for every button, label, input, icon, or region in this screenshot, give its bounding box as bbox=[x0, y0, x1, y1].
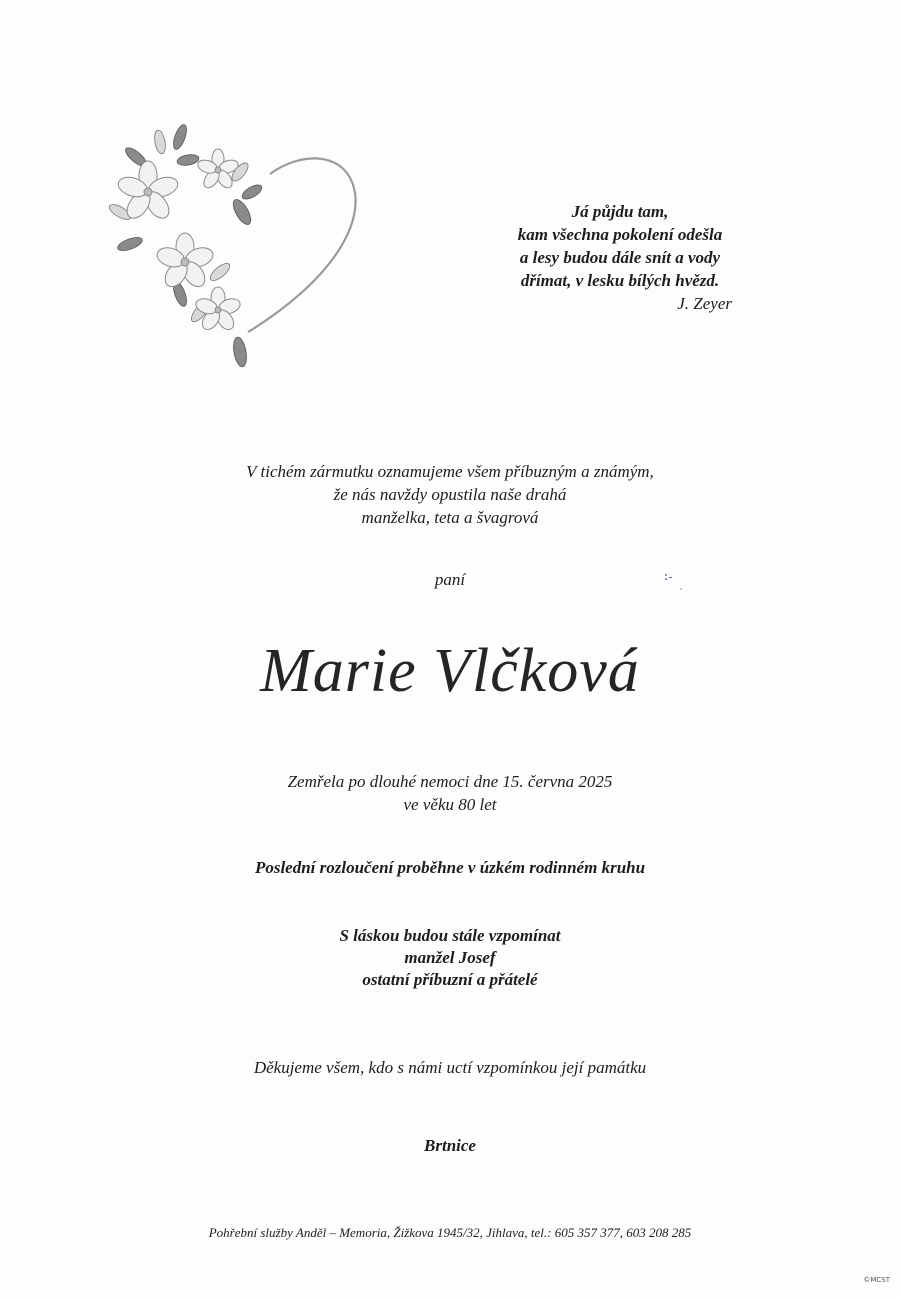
intro-line: že nás navždy opustila naše drahá bbox=[333, 485, 567, 504]
death-line: Zemřela po dlouhé nemoci dne 15. června 2025 bbox=[287, 772, 613, 791]
funeral-service-footer: Pohřební služby Anděl – Memoria, Žižkova 1945/32, Jihlava, tel.: 605 357 377, 603 208 285 bbox=[208, 1225, 692, 1240]
poem-line: dřímat, v lesku bílých hvězd. bbox=[520, 271, 720, 290]
stray-marks bbox=[664, 572, 684, 592]
deceased-name: Marie Vlčková bbox=[260, 637, 640, 705]
death-details bbox=[0, 770, 900, 816]
thanks-text: Děkujeme všem, kdo s námi uctí vzpomínkou její památku bbox=[253, 1058, 647, 1077]
mourner-line: ostatní příbuzní a přátelé bbox=[362, 970, 538, 989]
intro-line: V tichém zármutku oznamujeme všem příbuzným a známým, bbox=[246, 462, 654, 481]
intro-line: manželka, teta a švagrová bbox=[361, 508, 539, 527]
place-name: Brtnice bbox=[424, 1136, 476, 1155]
poem-line: Já půjdu tam, bbox=[571, 202, 669, 221]
mourners bbox=[0, 925, 900, 991]
copyright-mark: ©MCST bbox=[863, 1276, 890, 1284]
flower-heart-icon bbox=[100, 112, 370, 382]
poem-author: J. Zeyer bbox=[677, 294, 732, 313]
intro-text bbox=[0, 460, 900, 529]
mourner-line: S láskou budou stále vzpomínat bbox=[339, 926, 561, 945]
honorific: paní bbox=[434, 570, 466, 589]
death-line: ve věku 80 let bbox=[403, 795, 497, 814]
poem-line: kam všechna pokolení odešla bbox=[517, 225, 723, 244]
poem-line: a lesy budou dále snít a vody bbox=[519, 248, 721, 267]
mourner-line: manžel Josef bbox=[404, 948, 496, 967]
funeral-info: Poslední rozloučení proběhne v úzkém rodinném kruhu bbox=[254, 858, 646, 877]
poem-quote bbox=[470, 200, 770, 315]
